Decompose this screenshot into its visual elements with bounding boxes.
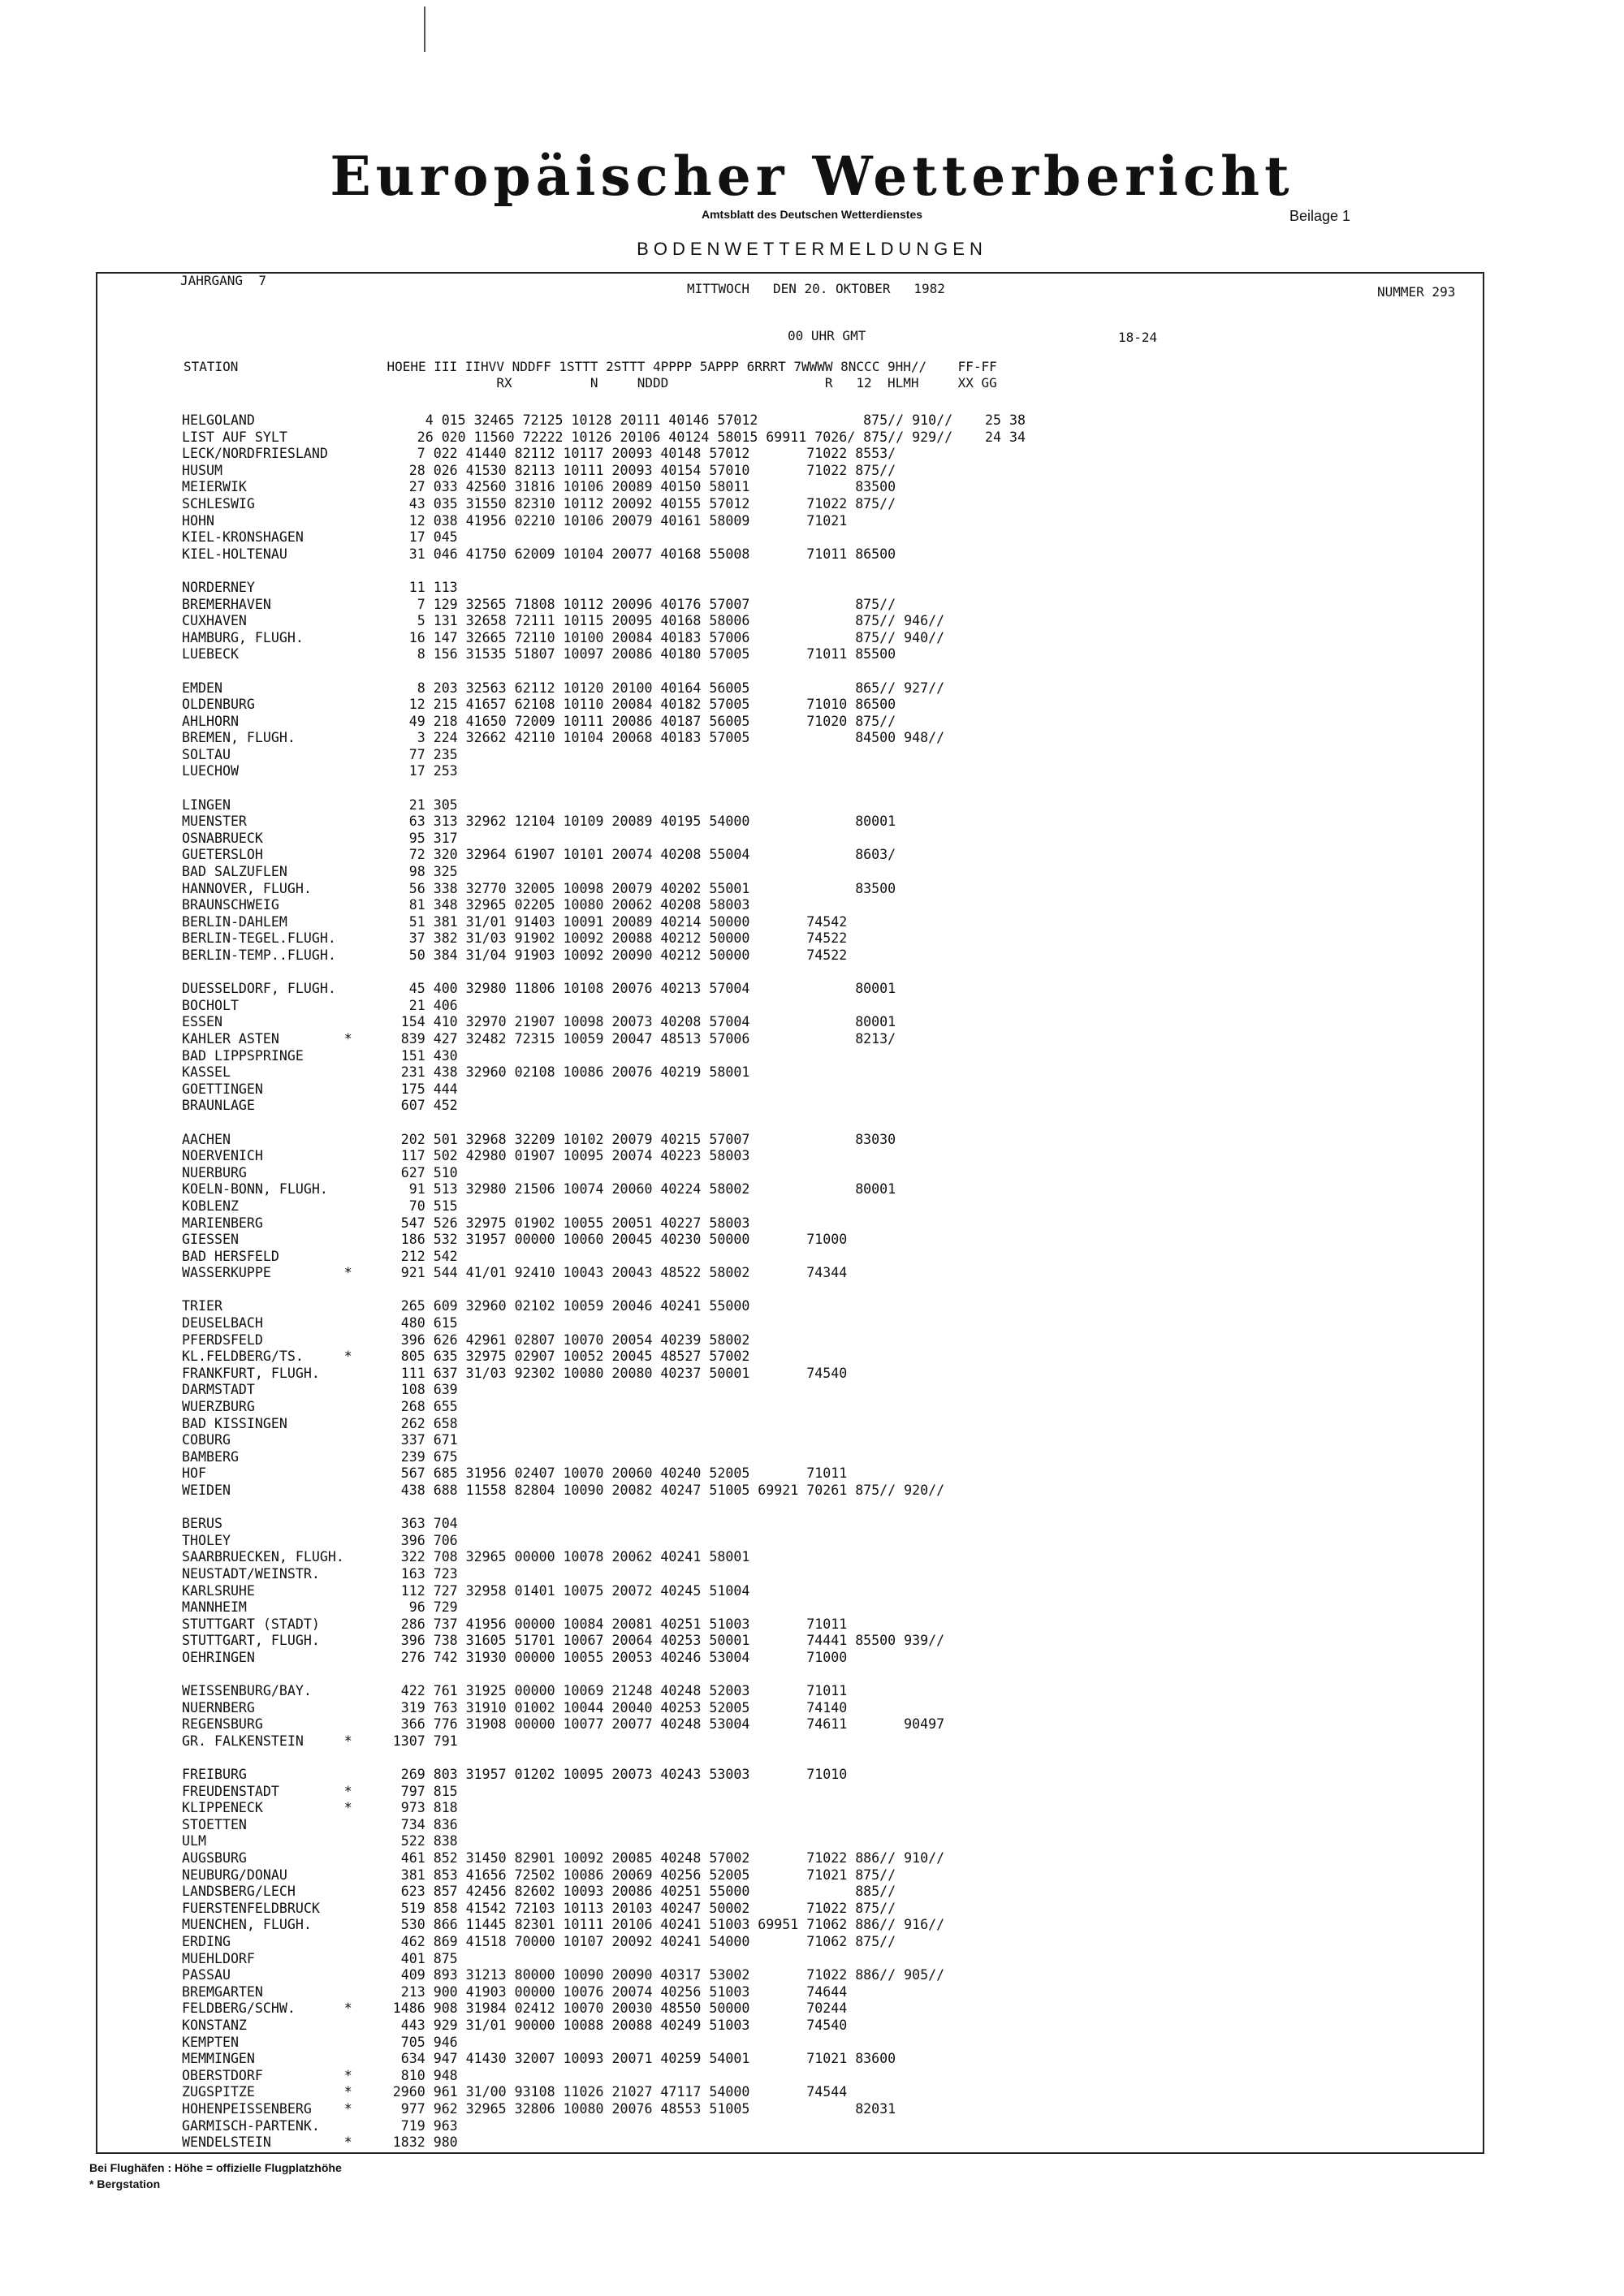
page-title: Europäischer Wetterbericht	[330, 145, 1294, 208]
station-row: LECK/NORDFRIESLAND 7 022 41440 82112 10117 20093 40148 57012 71022 8553/	[182, 446, 896, 462]
station-row: LANDSBERG/LECH 623 857 42456 82602 10093 20086 40251 55000 885//	[182, 1884, 896, 1900]
station-row: OEHRINGEN 276 742 31930 00000 10055 20053 40246 53004 71000	[182, 1649, 848, 1665]
station-row: PASSAU 409 893 31213 80000 10090 20090 40317 53002 71022 886// 905//	[182, 1967, 945, 1983]
column-header-line: RX N NDDD R 12 HLMH XX GG	[184, 375, 997, 391]
station-row: LIST AUF SYLT 26 020 11560 72222 10126 20106 40124 58015 69911 7026/ 875// 929// 24 34	[182, 429, 1026, 445]
station-row: BRAUNLAGE 607 452	[182, 1098, 458, 1114]
station-row: REGENSBURG 366 776 31908 00000 10077 20077 40248 53004 74611 90497	[182, 1716, 945, 1733]
group-spacer	[182, 1667, 1026, 1684]
station-row: KOBLENZ 70 515	[182, 1198, 458, 1214]
station-row: BERLIN-TEGEL.FLUGH. 37 382 31/03 91902 10092 20088 40212 50000 74522	[182, 930, 848, 947]
station-row: BERLIN-TEMP..FLUGH. 50 384 31/04 91903 10092 20090 40212 50000 74522	[182, 947, 848, 963]
scan-mark	[424, 6, 425, 52]
station-row: NOERVENICH 117 502 42980 01907 10095 20074 40223 58003	[182, 1148, 750, 1164]
issue-date: MITTWOCH DEN 20. OKTOBER 1982	[687, 281, 945, 296]
group-spacer	[182, 1282, 1026, 1299]
station-row: ESSEN 154 410 32970 21907 10098 20073 40208 57004 80001	[182, 1014, 896, 1030]
station-row: COBURG 337 671	[182, 1432, 458, 1448]
station-row: FRANKFURT, FLUGH. 111 637 31/03 92302 10080 20080 40237 50001 74540	[182, 1365, 848, 1381]
station-row: AACHEN 202 501 32968 32209 10102 20079 40215 57007 83030	[182, 1131, 896, 1147]
column-header-line: STATION HOEHE III IIHVV NDDFF 1STTT 2STTT 4PPPP 5APPP 6RRRT 7WWWW 8NCCC 9HH// FF-FF	[184, 359, 997, 374]
station-row: WEIDEN 438 688 11558 82804 10090 20082 40247 51005 69921 70261 875// 920//	[182, 1482, 945, 1498]
station-row: HUSUM 28 026 41530 82113 10111 20093 40154 57010 71022 875//	[182, 462, 896, 478]
station-row: BREMEN, FLUGH. 3 224 32662 42110 10104 20068 40183 57005 84500 948//	[182, 730, 945, 746]
station-row: NEUBURG/DONAU 381 853 41656 72502 10086 20069 40256 52005 71021 875//	[182, 1867, 896, 1883]
station-row: GR. FALKENSTEIN * 1307 791	[182, 1733, 458, 1749]
station-row: BAD KISSINGEN 262 658	[182, 1415, 458, 1431]
group-spacer	[182, 563, 1026, 580]
station-row: KLIPPENECK * 973 818	[182, 1800, 458, 1816]
station-table	[182, 412, 1026, 2151]
station-row: HOHENPEISSENBERG * 977 962 32965 32806 10080 20076 48553 51005 82031	[182, 2100, 896, 2117]
station-row: WENDELSTEIN * 1832 980	[182, 2134, 458, 2151]
station-row: HAMBURG, FLUGH. 16 147 32665 72110 10100 20084 40183 57006 875// 940//	[182, 629, 945, 645]
station-row: HANNOVER, FLUGH. 56 338 32770 32005 10098 20079 40202 55001 83500	[182, 880, 896, 896]
group-spacer	[182, 965, 1026, 982]
section-title: BODENWETTERMELDUNGEN	[637, 239, 987, 259]
station-row: MEIERWIK 27 033 42560 31816 10106 20089 40150 58011 83500	[182, 479, 896, 495]
group-spacer	[182, 663, 1026, 680]
station-row: TRIER 265 609 32960 02102 10059 20046 40241 55000	[182, 1298, 750, 1314]
station-row: FREUDENSTADT * 797 815	[182, 1783, 458, 1799]
station-row: WUERZBURG 268 655	[182, 1399, 458, 1415]
station-row: SCHLESWIG 43 035 31550 82310 10112 20092 40155 57012 71022 875//	[182, 495, 896, 511]
station-row: FELDBERG/SCHW. * 1486 908 31984 02412 10070 20030 48550 50000 70244	[182, 2000, 848, 2017]
station-row: STUTTGART (STADT) 286 737 41956 00000 10084 20081 40251 51003 71011	[182, 1616, 848, 1632]
station-row: THOLEY 396 706	[182, 1532, 458, 1548]
group-spacer	[182, 1115, 1026, 1132]
station-row: MUENCHEN, FLUGH. 530 866 11445 82301 10111 20106 40241 51003 69951 71062 886// 916//	[182, 1917, 945, 1933]
group-spacer	[182, 1500, 1026, 1517]
station-row: KIEL-HOLTENAU 31 046 41750 62009 10104 20077 40168 55008 71011 86500	[182, 546, 896, 562]
station-row: BOCHOLT 21 406	[182, 997, 458, 1013]
bottom-rule	[96, 2152, 1484, 2154]
station-row: KOELN-BONN, FLUGH. 91 513 32980 21506 10074 20060 40224 58002 80001	[182, 1181, 896, 1198]
footnote-mountain: * Bergstation	[89, 2177, 161, 2190]
footnote-airports: Bei Flughäfen : Höhe = offizielle Flugplatzhöhe	[89, 2161, 342, 2174]
column-headers	[184, 359, 997, 391]
station-row: BERUS 363 704	[182, 1516, 458, 1532]
station-row: OLDENBURG 12 215 41657 62108 10110 20084 40182 57005 71010 86500	[182, 697, 896, 713]
station-row: EMDEN 8 203 32563 62112 10120 20100 40164 56005 865// 927//	[182, 680, 945, 696]
station-row: MARIENBERG 547 526 32975 01902 10055 20051 40227 58003	[182, 1215, 750, 1231]
station-row: DARMSTADT 108 639	[182, 1382, 458, 1398]
station-row: BREMGARTEN 213 900 41903 00000 10076 20074 40256 51003 74644	[182, 1983, 848, 2000]
station-row: SOLTAU 77 235	[182, 746, 458, 762]
station-row: GUETERSLOH 72 320 32964 61907 10101 20074 40208 55004 8603/	[182, 847, 896, 863]
station-row: GOETTINGEN 175 444	[182, 1081, 458, 1097]
station-row: LINGEN 21 305	[182, 796, 458, 813]
station-row: KASSEL 231 438 32960 02108 10086 20076 40219 58001	[182, 1064, 750, 1081]
station-row: MUEHLDORF 401 875	[182, 1950, 458, 1966]
station-row: SAARBRUECKEN, FLUGH. 322 708 32965 00000 10078 20062 40241 58001	[182, 1549, 750, 1565]
station-row: DUESSELDORF, FLUGH. 45 400 32980 11806 10108 20076 40213 57004 80001	[182, 981, 896, 997]
station-row: DEUSELBACH 480 615	[182, 1315, 458, 1331]
page-subtitle: Amtsblatt des Deutschen Wetterdienstes	[701, 208, 923, 221]
observation-time: 00 UHR GMT	[788, 328, 866, 343]
station-row: HOHN 12 038 41956 02210 10106 20079 40161 58009 71021	[182, 512, 848, 529]
station-row: WEISSENBURG/BAY. 422 761 31925 00000 10069 21248 40248 52003 71011	[182, 1683, 848, 1699]
station-row: LUEBECK 8 156 31535 51807 10097 20086 40180 57005 71011 85500	[182, 646, 896, 662]
station-row: KAHLER ASTEN * 839 427 32482 72315 10059 20047 48513 57006 8213/	[182, 1030, 896, 1047]
station-row: AHLHORN 49 218 41650 72009 10111 20086 40187 56005 71020 875//	[182, 713, 896, 729]
group-spacer	[182, 1750, 1026, 1767]
station-row: OSNABRUECK 95 317	[182, 830, 458, 846]
station-row: FREIBURG 269 803 31957 01202 10095 20073 40243 53003 71010	[182, 1767, 848, 1783]
station-row: STOETTEN 734 836	[182, 1816, 458, 1832]
station-row: MUENSTER 63 313 32962 12104 10109 20089 40195 54000 80001	[182, 814, 896, 830]
issue-number: NUMMER 293	[1377, 284, 1456, 300]
station-row: KL.FELDBERG/TS. * 805 635 32975 02907 10052 20045 48527 57002	[182, 1349, 750, 1365]
station-row: KONSTANZ 443 929 31/01 90000 10088 20088 40249 51003 74540	[182, 2018, 848, 2033]
period-label: 18-24	[1118, 330, 1158, 345]
station-row: BAD LIPPSPRINGE 151 430	[182, 1047, 458, 1064]
station-row: HELGOLAND 4 015 32465 72125 10128 20111 40146 57012 875// 910// 25 38	[182, 412, 1026, 428]
station-row: BREMERHAVEN 7 129 32565 71808 10112 20096 40176 57007 875//	[182, 596, 896, 612]
station-row: ZUGSPITZE * 2960 961 31/00 93108 11026 21027 47117 54000 74544	[182, 2084, 848, 2100]
station-row: MEMMINGEN 634 947 41430 32007 10093 20071 40259 54001 71021 83600	[182, 2051, 896, 2067]
station-row: ERDING 462 869 41518 70000 10107 20092 40241 54000 71062 875//	[182, 1934, 896, 1950]
station-row: BRAUNSCHWEIG 81 348 32965 02205 10080 20062 40208 58003	[182, 897, 750, 913]
station-row: NEUSTADT/WEINSTR. 163 723	[182, 1565, 458, 1582]
station-row: BAD SALZUFLEN 98 325	[182, 864, 458, 880]
station-row: BAD HERSFELD 212 542	[182, 1248, 458, 1264]
station-row: WASSERKUPPE * 921 544 41/01 92410 10043 20043 48522 58002 74344	[182, 1265, 848, 1281]
supplement-label: Beilage 1	[1289, 208, 1351, 224]
station-row: MANNHEIM 96 729	[182, 1599, 458, 1616]
group-spacer	[182, 780, 1026, 797]
station-row: PFERDSFELD 396 626 42961 02807 10070 20054 40239 58002	[182, 1331, 750, 1348]
station-row: NUERBURG 627 510	[182, 1164, 458, 1180]
station-row: GIESSEN 186 532 31957 00000 10060 20045 40230 50000 71000	[182, 1232, 848, 1248]
station-row: KEMPTEN 705 946	[182, 2034, 458, 2050]
station-row: GARMISCH-PARTENK. 719 963	[182, 2117, 458, 2134]
volume-label: JAHRGANG 7	[180, 273, 266, 288]
station-row: KARLSRUHE 112 727 32958 01401 10075 20072 40245 51004	[182, 1582, 750, 1599]
station-row: KIEL-KRONSHAGEN 17 045	[182, 529, 458, 546]
station-row: CUXHAVEN 5 131 32658 72111 10115 20095 40168 58006 875// 946//	[182, 613, 945, 629]
station-row: OBERSTDORF * 810 948	[182, 2067, 458, 2083]
station-row: LUECHOW 17 253	[182, 763, 458, 779]
station-row: STUTTGART, FLUGH. 396 738 31605 51701 10067 20064 40253 50001 74441 85500 939//	[182, 1633, 945, 1649]
station-row: BERLIN-DAHLEM 51 381 31/01 91403 10091 20089 40214 50000 74542	[182, 913, 848, 930]
station-row: NUERNBERG 319 763 31910 01002 10044 20040 40253 52005 74140	[182, 1699, 848, 1716]
station-row: FUERSTENFELDBRUCK 519 858 41542 72103 10113 20103 40247 50002 71022 875//	[182, 1900, 896, 1916]
station-row: HOF 567 685 31956 02407 10070 20060 40240 52005 71011	[182, 1465, 848, 1482]
station-row: BAMBERG 239 675	[182, 1448, 458, 1465]
station-row: AUGSBURG 461 852 31450 82901 10092 20085 40248 57002 71022 886// 910//	[182, 1850, 945, 1867]
station-row: ULM 522 838	[182, 1833, 458, 1849]
station-row: NORDERNEY 11 113	[182, 579, 458, 595]
